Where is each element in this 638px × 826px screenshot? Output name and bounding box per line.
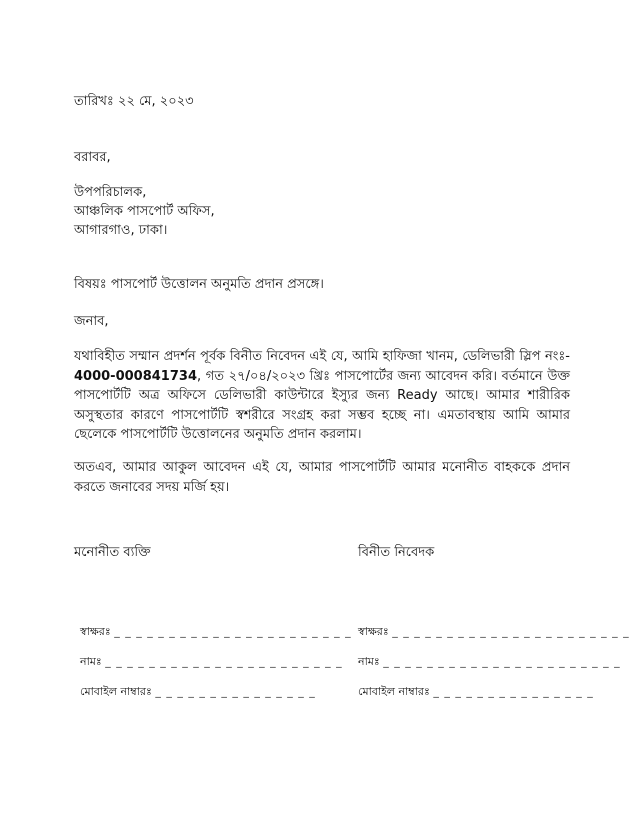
mobile-blank: _ _ _ _ _ _ _ _ _ _ _ _ _ _ _: [155, 685, 316, 698]
name-label: নামঃ: [80, 655, 102, 668]
mobile-label: মোবাইল নাম্বারঃ: [358, 685, 430, 698]
body-paragraph-2: অতএব, আমার আকুল আবেদন এই যে, আমার পাসপোর্টটি আমার মনোনীত বাহককে প্রদান করতে জনাবের সদয় মর্জি হয়।: [74, 460, 570, 495]
signature-blank: _ _ _ _ _ _ _ _ _ _ _ _ _ _ _ _ _ _ _ _ _ _: [114, 625, 352, 638]
nominee-signature-field: [80, 624, 352, 640]
delivery-slip-number: 4000-000841734: [74, 368, 197, 384]
applicant-heading: বিনীত নিবেদক: [358, 545, 435, 560]
applicant-mobile-field: [358, 684, 594, 700]
mobile-blank: _ _ _ _ _ _ _ _ _ _ _ _ _ _ _: [433, 685, 594, 698]
body-paragraph-1-intro: যথাবিহীত সম্মান প্রদর্শন পূর্বক বিনীত নিবেদন এই যে, আমি হাফিজা খানম, ডেলিভারী স্লিপ নংঃ-: [74, 349, 570, 364]
mobile-label: মোবাইল নাম্বারঃ: [80, 685, 152, 698]
signature-label: স্বাক্ষরঃ: [358, 625, 389, 638]
body-paragraph-1-rest: , গত ২৭/০৪/২০২৩ খ্রিঃ পাসপোর্টের জন্য আবেদন করি। বর্তমানে উক্ত পাসপোর্টটি অত্র অফিসে ডেলিভারী কাউন্টারে ইস্যুর জন্য Ready আছে। আমার শারীরিক অসুস্থতার কারণে পাসপোর্টটি স্বশরীরে সংগ্রহ করা সম্ভব হচ্ছে না। এমতাবস্থায় আমি আমার ছেলেকে পাসপোর্টটি উত্তোলনের অনুমতি প্রদান করলাম।: [74, 368, 570, 442]
applicant-name-field: [358, 654, 621, 670]
nominee-mobile-field: [80, 684, 316, 700]
name-blank: _ _ _ _ _ _ _ _ _ _ _ _ _ _ _ _ _ _ _ _ _ _: [105, 655, 343, 668]
subject-line: বিষয়ঃ পাসপোর্ট উত্তোলন অনুমতি প্রদান প্রসঙ্গে।: [74, 277, 324, 292]
addressee-office: আঞ্চলিক পাসপোর্ট অফিস,: [74, 204, 215, 219]
name-label: নামঃ: [358, 655, 380, 668]
applicant-signature-field: [358, 624, 630, 640]
nominee-heading: মনোনীত ব্যক্তি: [74, 545, 151, 560]
name-blank: _ _ _ _ _ _ _ _ _ _ _ _ _ _ _ _ _ _ _ _ _ _: [383, 655, 621, 668]
date-line: তারিখঃ ২২ মে, ২০২৩: [74, 94, 194, 109]
addressee-location: আগারগাও, ঢাকা।: [74, 223, 168, 238]
signature-label: স্বাক্ষরঃ: [80, 625, 111, 638]
signature-blank: _ _ _ _ _ _ _ _ _ _ _ _ _ _ _ _ _ _ _ _ _ _: [392, 625, 630, 638]
addressee-designation: উপপরিচালক,: [74, 185, 147, 200]
recipient-prefix: বরাবর,: [74, 150, 111, 165]
body-paragraph-1: [74, 347, 570, 445]
nominee-name-field: [80, 654, 343, 670]
salutation: জনাব,: [74, 314, 109, 329]
